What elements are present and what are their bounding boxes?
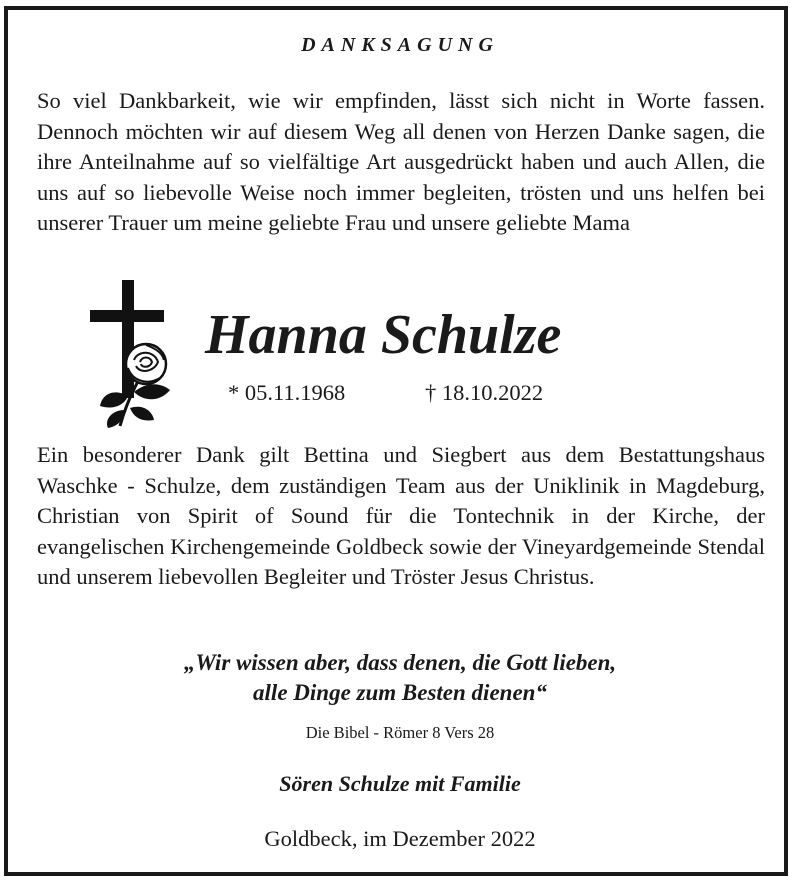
notice-heading: DANKSAGUNG (301, 34, 499, 56)
quote-line-2: alle Dinge zum Besten dienen“ (253, 680, 547, 705)
death-date: † 18.10.2022 (425, 380, 544, 405)
place-date: Goldbeck, im Dezember 2022 (264, 826, 536, 851)
quote-source: Die Bibel - Römer 8 Vers 28 (305, 723, 495, 742)
thanks-paragraph: Ein besonderer Dank gilt Bettina und Siegbert aus dem Bestattungshaus Waschke - Schulze, dem zuständigen Team aus der Uniklinik in Magdeburg, Christian von Spirit of Sound für die Tontechnik in der Kirche, der evangelischen Kirchengemeinde Goldbeck sowie der Vineyardgemeinde Stendal und unserem liebevollen Begleiter und Tröster Jesus Christus. (37, 442, 765, 589)
intro-paragraph: So viel Dankbarkeit, wie wir empfinden, lässt sich nicht in Worte fassen. Dennoch möchten wir auf diesem Weg all denen von Herzen Danke sagen, die ihre Anteilnahme auf so vielfältige Art ausgedrückt haben und auch Allen, die uns auf so liebevolle Weise noch immer begleiten, trösten und uns helfen bei unserer Trauer um meine geliebte Frau und unsere geliebte Mama (37, 88, 765, 235)
bible-quote (0, 648, 800, 708)
deceased-name: Hanna Schulze (205, 304, 562, 366)
quote-line-1: „Wir wissen aber, dass denen, die Gott lieben, (183, 650, 617, 675)
cross-with-rose-icon (84, 278, 176, 432)
birth-date: * 05.11.1968 (228, 380, 346, 405)
signature: Sören Schulze mit Familie (279, 771, 521, 796)
